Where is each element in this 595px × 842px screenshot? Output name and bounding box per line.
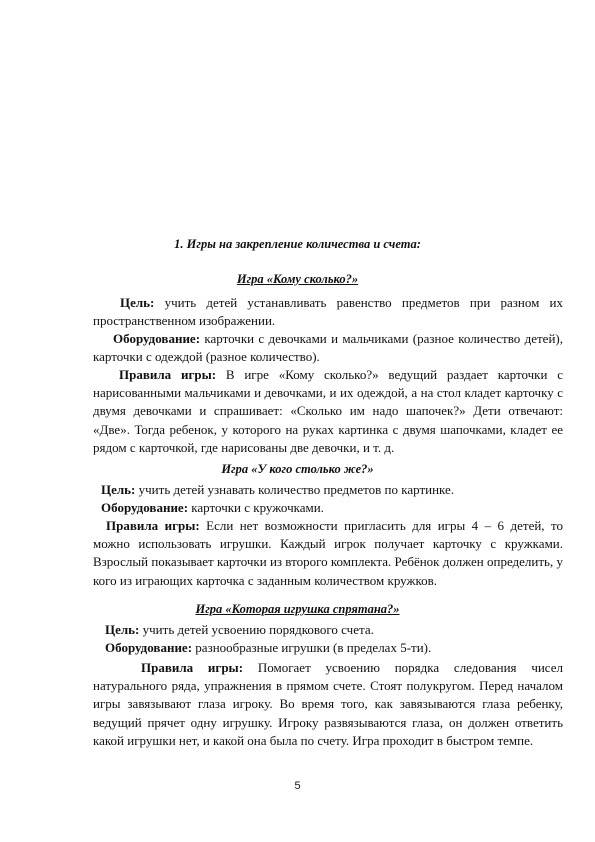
game-3-equipment [93,639,563,657]
equipment-text: карточки с девочками и мальчиками (разное количество детей), карточки с одеждой (разное количество). [93,331,563,365]
rules-text: Помогает усвоению порядка следования чисел натурального ряда, упражнения в прямом счете. Стоят полукругом. Перед началом игры завязывают глаза игроку. Во время того, как завязываются глаза ребенку, ведущий прячет одну игрушку. Игроку развязываются глаза, он должен ответить какой игрушки нет, и какой она была по счету. Игра проходит в быстром темпе. [93,660,563,748]
equipment-text: карточки с кружочками. [188,500,324,515]
goal-label: Цель: [101,482,136,497]
game-title-2 [0,462,595,477]
equipment-label: Оборудование: [113,331,201,346]
goal-label: Цель: [120,295,155,310]
game-3-rules [93,659,563,750]
game-3-goal [93,621,563,639]
game-title-3-text: Игра «Которая игрушка спрятана?» [195,602,400,616]
goal-text: учить детей усвоению порядкового счета. [139,622,374,637]
game-1-goal [93,294,563,330]
game-title-1-text: Игра «Кому сколько?» [236,272,359,286]
game-title-2-text: Игра «У кого столько же?» [221,462,374,476]
page-number: 5 [294,780,301,792]
equipment-text: разнообразные игрушки (в пределах 5-ти). [192,640,432,655]
section-heading: 1. Игры на закрепление количества и счета: [174,237,421,251]
equipment-label: Оборудование: [105,640,193,655]
goal-label: Цель: [105,622,140,637]
goal-text: учить детей узнавать количество предметов по картинке. [135,482,455,497]
game-title-1 [0,272,595,287]
game-1-rules [93,366,563,457]
equipment-label: Оборудование: [101,500,189,515]
game-2-equipment [93,499,563,517]
rules-text: Если нет возможности пригласить для игры 4 – 6 детей, то можно использовать игрушки. Каждый игрок получает карточку с кружками. Взрослый показывает карточки из второго комплекта. Ребёнок должен определить, у кого из играющих карточка с заданным количеством кружков. [93,518,563,588]
rules-label: Правила игры: [141,660,244,675]
game-2-rules [93,517,563,590]
rules-label: Правила игры: [106,518,200,533]
goal-text: учить детей устанавливать равенство предметов при разном их пространственном изображении. [93,295,563,329]
rules-label: Правила игры: [119,367,217,382]
game-1-equipment [93,330,563,366]
game-2-goal [93,481,563,499]
rules-text: В игре «Кому сколько?» ведущий раздает карточки с нарисованными мальчиками и девочками, и их одеждой, а на стол кладет карточку с двумя девочками и спрашивает: «Сколько им надо шапочек?» Дети отвечают: «Две». Тогда ребенок, у которого на руках картинка с двумя шапочками, кладет ее рядом с карточкой, где нарисованы две девочки, и т. д. [93,367,563,455]
game-title-3 [0,602,595,617]
